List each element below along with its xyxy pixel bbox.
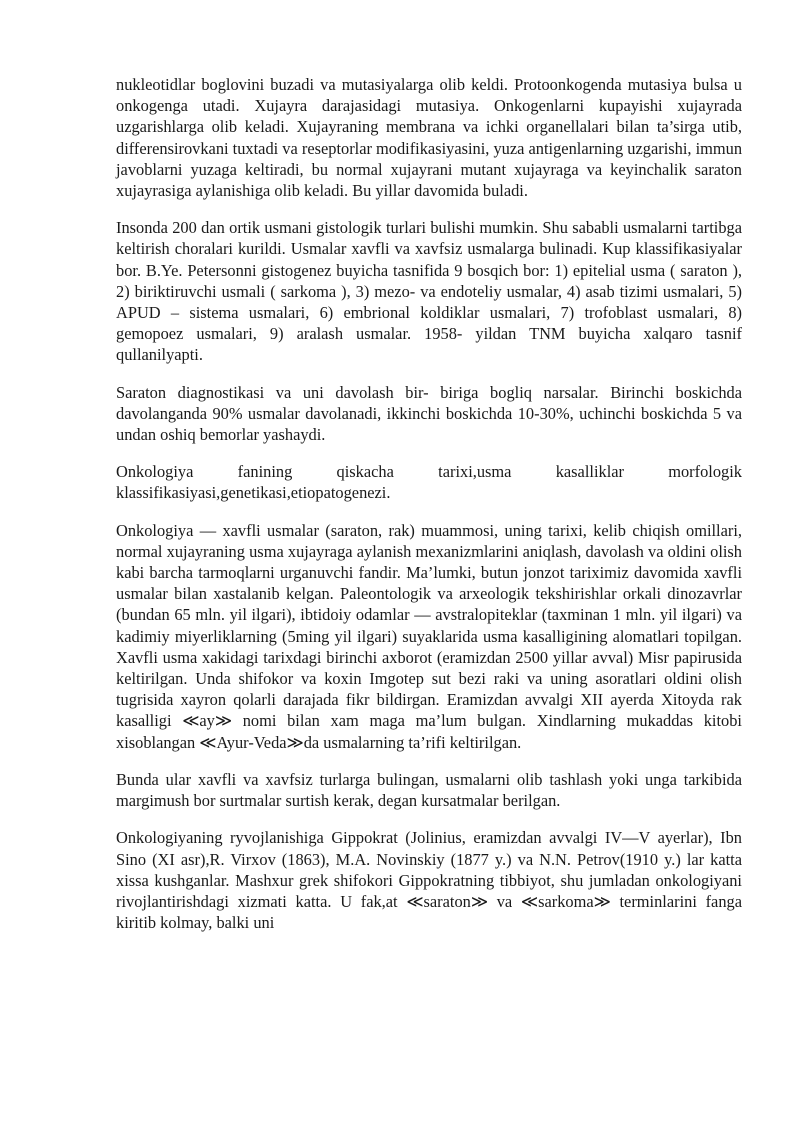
section-heading: Onkologiya fanining qiskacha tarixi,usma kasalliklar morfologik klassifikasiyasi,genetikasi,etiopatogenezi.	[116, 462, 742, 503]
paragraph-diagnostics: Saraton diagnostikasi va uni davolash bir- biriga bogliq narsalar. Birinchi boskichda davolanganda 90% usmalar davolanadi, ikkinchi boskichda 10-30%, uchinchi boskichda 5 va undan oshiq bemorlar yashaydi.	[116, 382, 742, 445]
paragraph-tumor-types: Bunda ular xavfli va xavfsiz turlarga bulingan, usmalarni olib tashlash yoki unga tarkibida margimush bor surtmalar surtish kerak, degan kursatmalar berilgan.	[116, 769, 742, 811]
paragraph-oncology-history: Onkologiya — xavfli usmalar (saraton, rak) muammosi, uning tarixi, kelib chiqish omillari, normal xujayraning usma xujayraga aylanish mexanizmlarini aniqlash, davolash va oldini olish kabi barcha tarmoqlarni urganuvchi fandir. Ma’lumki, butun jonzot tariximiz davomida xavfli usmalar bilan xastalanib kelgan. Paleontologik va arxeologik tekshirishlar orkali dinozavrlar (bundan 65 mln. yil ilgari), ibtidoiy odamlar — avstralopiteklar (taxminan 1 mln. yil ilgari) va kadimiy miyerliklarning (5ming yil ilgari) suyaklarida usma kasalligining alomatlari topilgan. Xavfli usma xakidagi tarixdagi birinchi axborot (eramizdan 2500 yillar avval) Misr papirusida keltirilgan. Unda shifokor va koxin Imgotep sut bezi raki va uning asoratlari oldini olish tugrisida xayron qolarli darajada fikr bildirgan. Eramizdan avvalgi XII ayerda Xitoyda rak kasalligi ≪ay≫ nomi bilan xam maga ma’lum bulgan. Xindlarning mukaddas kitobi xisoblangan ≪Ayur-Veda≫da usmalarning ta’rifi keltirilgan.	[116, 520, 742, 752]
paragraph-mutation: nukleotidlar boglovini buzadi va mutasiyalarga olib keldi. Protoonkogenda mutasiya bulsa u onkogenga utadi. Xujayra darajasidagi mutasiya. Onkogenlarni kupayishi xujayrada uzgarishlarga olib keladi. Xujayraning membrana va ichki organellalari bilan ta’sirga utib, differensirovkani tuxtadi va reseptorlar modifikasiyasini, yuza antigenlarning uzgarishi, immun javoblarni yuzaga keltiradi, bu normal xujayrani mutant xujayraga va keyinchalik saraton xujayrasiga aylanishiga olib keladi. Bu yillar davomida buladi.	[116, 75, 743, 201]
paragraph-contributors: Onkologiyaning ryvojlanishiga Gippokrat (Jolinius, eramizdan avvalgi IV—V ayerlar), Ibn Sino (XI asr),R. Virxov (1863), M.A. Novinskiy (1877 y.) va N.N. Petrov(1910 y.) lar katta xissa kushganlar. Mashxur grek shifokori Gippokratning tibbiyot, shu jumladan onkologiyani rivojlantirishdagi xizmati katta. U fak,at ≪saraton≫ va ≪sarkoma≫ terminlarini fanga kiritib kolmay, balki uni	[116, 828, 742, 933]
paragraph-classification: Insonda 200 dan ortik usmani gistologik turlari bulishi mumkin. Shu sababli usmalarni tartibga keltirish choralari kurildi. Usmalar xavfli va xavfsiz usmalarga bulinadi. Kup klassifikasiyalar bor. B.Ye. Petersonni gistogenez buyicha tasnifida 9 bosqich bor: 1) epitelial usma ( saraton ), 2) biriktiruvchi usmali ( sarkoma ), 3) mezo- va endoteliy usmalar, 4) asab tizimi usmalari, 5) APUD – sistema usmalari, 6) embrional koldiklar usmalari, 7) trofoblast usmalari, 8) gemopoez usmalari, 9) aralash usmalar. 1958- yildan TNM buyicha xalqaro tasnif qullanilyapti.	[116, 218, 742, 365]
document-page	[116, 74, 742, 949]
